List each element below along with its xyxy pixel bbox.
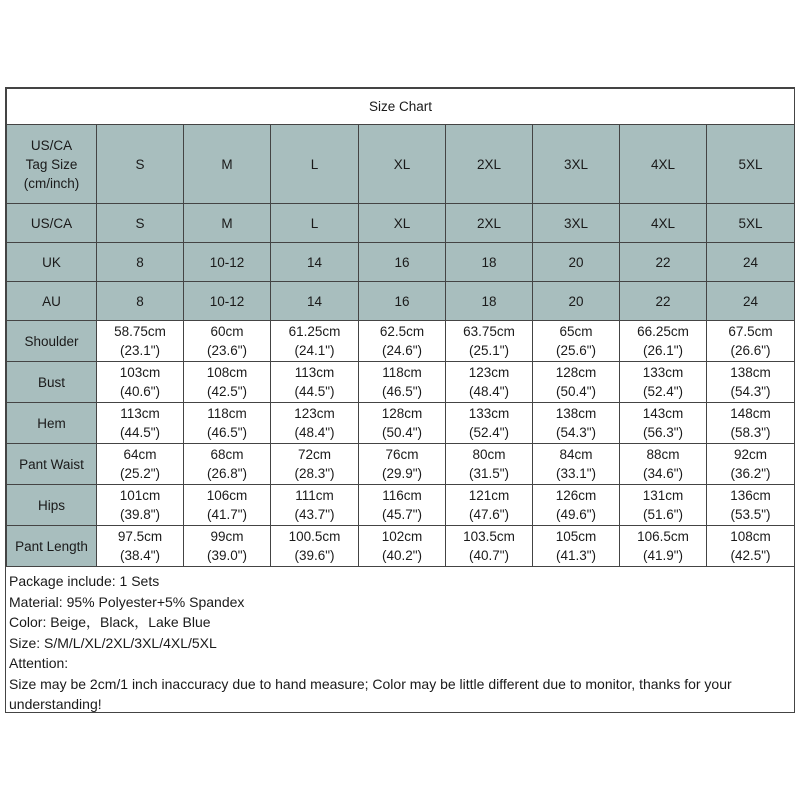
- measure-cm: 143cm: [642, 406, 684, 421]
- size-row-value: 2XL: [446, 204, 533, 243]
- measure-inch: (44.5"): [294, 384, 335, 399]
- note-line: Attention:: [9, 655, 69, 671]
- measure-cell: [620, 526, 707, 567]
- measure-inch: (42.5"): [206, 384, 248, 399]
- measure-inch: (26.8"): [206, 466, 248, 481]
- measure-cm: 58.75cm: [114, 324, 166, 339]
- measure-cell: [359, 362, 446, 403]
- measure-cm: 105cm: [555, 529, 597, 544]
- measure-inch: (51.6"): [642, 507, 684, 522]
- measure-cell: [707, 321, 795, 362]
- measure-cm: 102cm: [381, 529, 423, 544]
- measure-cm: 118cm: [382, 365, 422, 380]
- measure-inch: (31.5"): [468, 466, 510, 481]
- size-row: [7, 204, 795, 243]
- measure-cell: [97, 321, 184, 362]
- tag-size-cell: 2XL: [446, 125, 533, 204]
- measure-cm: 131cm: [642, 488, 684, 503]
- measure-row-label: Pant Length: [7, 526, 97, 567]
- size-row-value: 3XL: [533, 204, 620, 243]
- tag-size-cell: 3XL: [533, 125, 620, 204]
- measure-cell: [446, 403, 533, 444]
- measure-row-label: Bust: [7, 362, 97, 403]
- note-line: Material: 95% Polyester+5% Spandex: [9, 593, 245, 610]
- size-row-value: 22: [620, 243, 707, 282]
- measure-inch: (45.7"): [381, 507, 423, 522]
- measure-cm: 103cm: [119, 365, 161, 380]
- measure-cell: [184, 526, 271, 567]
- measure-inch: (41.9"): [642, 548, 684, 563]
- measure-row: [7, 321, 795, 362]
- measure-inch: (49.6"): [555, 507, 597, 522]
- measure-inch: (50.4"): [381, 425, 423, 440]
- tag-size-cell: S: [97, 125, 184, 204]
- measure-cell: [533, 362, 620, 403]
- measure-inch: (23.6"): [206, 343, 248, 358]
- size-row-value: 14: [271, 282, 359, 321]
- measure-cell: [271, 321, 359, 362]
- size-row-value: 18: [446, 243, 533, 282]
- measure-cell: [707, 444, 795, 485]
- measure-inch: (54.3"): [730, 384, 771, 399]
- measure-row: [7, 526, 795, 567]
- size-row-value: 20: [533, 243, 620, 282]
- measure-inch: (48.4"): [294, 425, 335, 440]
- size-row-value: 24: [707, 243, 795, 282]
- header-label-line: Tag Size: [25, 156, 78, 172]
- size-row-value: 10-12: [184, 282, 271, 321]
- measure-inch: (40.7"): [468, 548, 510, 563]
- measure-cell: [446, 321, 533, 362]
- measure-cell: [620, 403, 707, 444]
- measure-cell: [446, 526, 533, 567]
- measure-cell: [620, 444, 707, 485]
- measure-row: [7, 403, 795, 444]
- tag-size-cell: M: [184, 125, 271, 204]
- measure-cell: [359, 321, 446, 362]
- measure-cm: 118cm: [207, 406, 247, 421]
- size-row-value: 8: [97, 243, 184, 282]
- size-row-value: 18: [446, 282, 533, 321]
- measure-inch: (38.4"): [119, 548, 161, 563]
- size-row-value: S: [97, 204, 184, 243]
- measure-cm: 67.5cm: [728, 324, 773, 339]
- measure-inch: (24.6"): [381, 343, 423, 358]
- measure-cell: [184, 485, 271, 526]
- measure-inch: (23.1"): [119, 343, 161, 358]
- measure-cm: 136cm: [730, 488, 771, 503]
- measure-cm: 138cm: [730, 365, 771, 380]
- note-line: Color: Beige，Black，Lake Blue: [9, 614, 211, 630]
- tag-size-cell: 5XL: [707, 125, 795, 204]
- measure-cell: [97, 526, 184, 567]
- measure-cell: [271, 526, 359, 567]
- measure-cm: 60cm: [210, 324, 244, 339]
- size-row-label: UK: [7, 243, 97, 282]
- measure-inch: (43.7"): [294, 507, 335, 522]
- measure-cm: 61.25cm: [288, 324, 341, 339]
- measure-cell: [533, 403, 620, 444]
- size-row-value: 10-12: [184, 243, 271, 282]
- measure-cell: [446, 362, 533, 403]
- measure-cm: 64cm: [123, 447, 157, 462]
- measure-cm: 133cm: [642, 365, 684, 380]
- measure-cm: 128cm: [381, 406, 423, 421]
- measure-inch: (58.3"): [730, 425, 771, 440]
- measure-row-label: Hem: [7, 403, 97, 444]
- size-chart-frame: [5, 87, 795, 713]
- measure-inch: (25.2"): [119, 466, 161, 481]
- measure-cm: 148cm: [730, 406, 771, 421]
- size-row-value: L: [271, 204, 359, 243]
- measure-cm: 128cm: [555, 365, 597, 380]
- measure-cm: 106.5cm: [637, 529, 689, 544]
- header-label-line: (cm/inch): [23, 175, 80, 191]
- size-row: [7, 282, 795, 321]
- measure-cm: 123cm: [294, 406, 335, 421]
- measure-cm: 92cm: [734, 447, 768, 462]
- measure-cell: [184, 403, 271, 444]
- measure-cm: 121cm: [468, 488, 510, 503]
- measure-row-label: Hips: [7, 485, 97, 526]
- measure-cm: 97.5cm: [117, 529, 163, 544]
- size-row: [7, 243, 795, 282]
- size-row-value: XL: [359, 204, 446, 243]
- measure-cell: [620, 321, 707, 362]
- measure-inch: (44.5"): [119, 425, 161, 440]
- size-row-value: 4XL: [620, 204, 707, 243]
- measure-inch: (34.6"): [642, 466, 684, 481]
- measure-cell: [533, 485, 620, 526]
- size-row-value: 24: [707, 282, 795, 321]
- measure-cell: [446, 444, 533, 485]
- measure-cell: [271, 485, 359, 526]
- measure-row-label: Shoulder: [7, 321, 97, 362]
- size-row-value: 16: [359, 282, 446, 321]
- measure-inch: (28.3"): [294, 466, 335, 481]
- measure-cm: 62.5cm: [379, 324, 425, 339]
- size-row-value: 20: [533, 282, 620, 321]
- measure-cell: [359, 403, 446, 444]
- measure-inch: (36.2"): [730, 466, 771, 481]
- measure-inch: (25.6"): [555, 343, 597, 358]
- measure-inch: (52.4"): [468, 425, 510, 440]
- measure-inch: (46.5"): [381, 384, 423, 399]
- measure-cell: [359, 444, 446, 485]
- tag-size-cell: L: [271, 125, 359, 204]
- measure-cell: [620, 485, 707, 526]
- size-row-value: 14: [271, 243, 359, 282]
- measure-cell: [271, 362, 359, 403]
- product-notes: [6, 569, 794, 715]
- measure-inch: (39.0"): [206, 548, 248, 563]
- measure-cm: 126cm: [555, 488, 597, 503]
- measure-cm: 111cm: [295, 488, 334, 503]
- measure-cell: [97, 403, 184, 444]
- note-line: Size: S/M/L/XL/2XL/3XL/4XL/5XL: [9, 634, 217, 651]
- measure-cm: 100.5cm: [288, 529, 341, 544]
- measure-inch: (50.4"): [555, 384, 597, 399]
- measure-cell: [707, 485, 795, 526]
- measure-inch: (52.4"): [642, 384, 684, 399]
- measure-cell: [533, 321, 620, 362]
- measure-inch: (33.1"): [555, 466, 597, 481]
- measure-cell: [184, 362, 271, 403]
- measure-row: [7, 362, 795, 403]
- measure-cell: [707, 403, 795, 444]
- measure-cm: 84cm: [559, 447, 593, 462]
- measure-inch: (42.5"): [730, 548, 771, 563]
- size-row-value: 8: [97, 282, 184, 321]
- size-row-value: 22: [620, 282, 707, 321]
- measure-cm: 108cm: [730, 529, 771, 544]
- measure-cell: [707, 362, 795, 403]
- measure-inch: (46.5"): [206, 425, 248, 440]
- measure-cm: 113cm: [294, 365, 335, 380]
- measure-cell: [184, 321, 271, 362]
- measure-cell: [446, 485, 533, 526]
- note-line: Size may be 2cm/1 inch inaccuracy due to hand measure; Color may be little different due to monitor, thanks for your understanding!: [9, 675, 732, 712]
- measure-cm: 66.25cm: [637, 324, 689, 339]
- measure-cell: [359, 526, 446, 567]
- measure-cell: [97, 362, 184, 403]
- tag-size-header-cell: [7, 125, 97, 204]
- measure-cell: [620, 362, 707, 403]
- tag-size-cell: 4XL: [620, 125, 707, 204]
- tag-size-cell: XL: [359, 125, 446, 204]
- tag-size-row: [7, 125, 795, 204]
- measure-cm: 138cm: [555, 406, 597, 421]
- measure-inch: (39.8"): [119, 507, 161, 522]
- measure-cell: [271, 444, 359, 485]
- measure-cm: 63.75cm: [463, 324, 515, 339]
- size-row-value: 5XL: [707, 204, 795, 243]
- measure-inch: (40.2"): [381, 548, 423, 563]
- measure-cell: [271, 403, 359, 444]
- measure-cm: 101cm: [119, 488, 161, 503]
- measure-inch: (39.6"): [294, 548, 335, 563]
- measure-cell: [359, 485, 446, 526]
- measure-cm: 123cm: [468, 365, 510, 380]
- measure-inch: (41.3"): [555, 548, 597, 563]
- measure-inch: (26.1"): [642, 343, 684, 358]
- size-row-value: 16: [359, 243, 446, 282]
- measure-inch: (26.6"): [730, 343, 771, 358]
- measure-inch: (54.3"): [555, 425, 597, 440]
- size-row-label: AU: [7, 282, 97, 321]
- measure-cell: [97, 444, 184, 485]
- measure-cm: 88cm: [646, 447, 680, 462]
- measure-inch: (53.5"): [730, 507, 771, 522]
- chart-title: Size Chart: [7, 89, 795, 125]
- measure-cm: 106cm: [206, 488, 248, 503]
- size-row-label: US/CA: [7, 204, 97, 243]
- measure-cell: [97, 485, 184, 526]
- measure-inch: (25.1"): [468, 343, 510, 358]
- size-row-value: M: [184, 204, 271, 243]
- measure-cm: 113cm: [120, 406, 160, 421]
- measure-row: [7, 485, 795, 526]
- measure-inch: (47.6"): [468, 507, 510, 522]
- measure-cm: 116cm: [382, 488, 422, 503]
- measure-cm: 80cm: [472, 447, 506, 462]
- note-line: Package include: 1 Sets: [9, 573, 160, 589]
- measure-inch: (56.3"): [642, 425, 684, 440]
- measure-inch: (24.1"): [294, 343, 335, 358]
- measure-row: [7, 444, 795, 485]
- measure-cm: 72cm: [297, 447, 331, 462]
- header-label-line: US/CA: [30, 137, 73, 153]
- measure-cell: [533, 526, 620, 567]
- size-chart-table: [6, 88, 795, 567]
- measure-cm: 108cm: [206, 365, 248, 380]
- measure-inch: (40.6"): [119, 384, 161, 399]
- measure-cm: 68cm: [210, 447, 244, 462]
- measure-cm: 103.5cm: [463, 529, 515, 544]
- measure-inch: (48.4"): [468, 384, 510, 399]
- measure-cell: [184, 444, 271, 485]
- measure-row-label: Pant Waist: [7, 444, 97, 485]
- measure-cm: 133cm: [468, 406, 510, 421]
- measure-cm: 99cm: [210, 529, 244, 544]
- measure-cell: [707, 526, 795, 567]
- measure-inch: (41.7"): [206, 507, 248, 522]
- measure-inch: (29.9"): [381, 466, 423, 481]
- measure-cm: 76cm: [385, 447, 419, 462]
- measure-cm: 65cm: [559, 324, 593, 339]
- measure-cell: [533, 444, 620, 485]
